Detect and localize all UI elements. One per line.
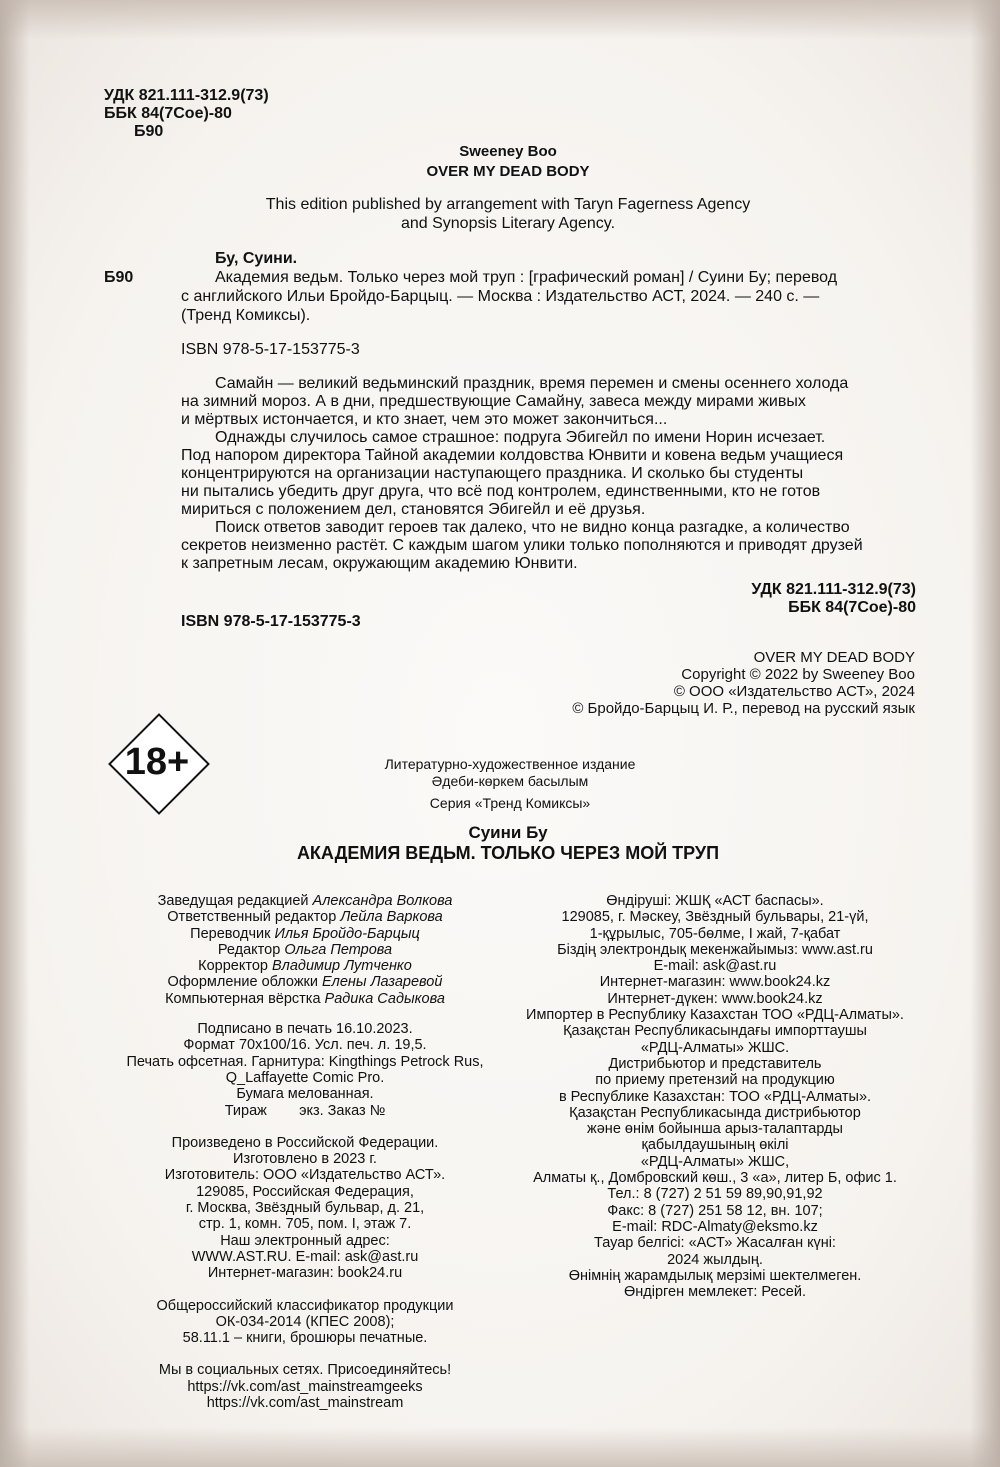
credit-row [100,991,510,1007]
kz-line: 2024 жылдың. [667,1251,763,1268]
annotation [181,375,916,573]
copyright-title: OVER MY DEAD BODY [753,649,915,666]
credits-list [100,893,510,1007]
edition-info [310,756,710,812]
kz-line: Алматы қ., Домбровский көш., 3 «а», литер Б, офис 1. [533,1170,897,1187]
print-line: Формат 70x100/16. Усл. печ. л. 19,5. [183,1037,427,1054]
annotation-line: Поиск ответов заводит героев так далеко, что не видно конца разгадке, а количество [215,519,850,536]
credit-role: Редактор [217,941,281,958]
kz-line: Өндірген мемлекет: Ресей. [624,1284,806,1301]
kz-line: Қазақстан Республикасында дистрибьютор [569,1104,861,1121]
age-rating-text: 18+ [124,741,190,783]
credit-row [100,958,510,974]
annotation-line: Самайн — великий ведьминский праздник, время перемен и смены осеннего холода [215,375,849,392]
kz-line: Тел.: 8 (727) 2 51 59 89,90,91,92 [607,1186,823,1203]
kz-line: Өнімнің жарамдылық мерзімі шектелмеген. [568,1267,862,1284]
credit-role: Заведущая редакцией [157,893,309,909]
print-line: Тираж экз. Заказ № [224,1102,386,1119]
production-line: Изготовитель: ООО «Издательство АСТ». [164,1167,446,1184]
credit-row [100,926,510,942]
social-line: Мы в социальных сетях. Присоединяйтесь! [158,1362,452,1379]
kz-line: по приему претензий на продукцию [595,1072,835,1089]
index-block [700,581,916,617]
credit-name: Елены Лазаревой [322,974,443,991]
credit-name: Ольга Петрова [284,941,393,958]
kz-line: Өндіруші: ЖШҚ «АСТ баспасы». [606,893,824,909]
kz-line: Тауар белгісі: «АСТ» Жасалған күні: [594,1235,836,1252]
credit-role: Корректор [198,958,268,975]
kz-line: 129085, г. Мәскеу, Звёздный бульвары, 21-үй, [561,909,869,926]
edition-series: Серия «Тренд Комиксы» [429,795,591,811]
catalog-line-3: (Тренд Комиксы). [181,307,311,324]
annotation-line: секретов неизменно растёт. С каждым шагом улики только пополняются и приводят друзей [181,537,863,554]
edition-title: АКАДЕМИЯ ВЕДЬМ. ТОЛЬКО ЧЕРЕЗ МОЙ ТРУП [296,843,720,863]
kz-line: «РДЦ-Алматы» ЖШС, [640,1153,790,1170]
kz-line: Дистрибьютор и представитель [608,1055,822,1072]
kz-line: E-mail: RDC-Almaty@eksmo.kz [612,1218,818,1235]
kz-line: 1-құрылыс, 705-бөлме, I жай, 7-қабат [589,925,841,942]
catalog-line-2: с английского Ильи Бройдо-Барцыц. — Москва : Издательство АСТ, 2024. — 240 с. — [181,288,820,305]
kz-line: в Республике Казахстан: ТОО «РДЦ-Алматы». [558,1088,872,1105]
index-isbn: ISBN 978-5-17-153775-3 [181,613,361,630]
edition-type-kz: Әдеби-көркем басылым [431,773,589,789]
kz-line: Біздің электрондық мекенжайымыз: www.ast.ru [557,941,873,958]
social-info [100,1362,510,1411]
kz-line: Интернет-дүкен: www.book24.kz [607,990,823,1007]
header-udk: УДК 821.111-312.9(73) [104,87,269,104]
catalog-code: Б90 [104,269,134,286]
production-line: стр. 1, комн. 705, пом. I, этаж 7. [198,1216,412,1233]
copyright-block [500,649,915,717]
production-line: 129085, Российская Федерация, [196,1183,414,1200]
credit-row [100,974,510,990]
edition-type-ru: Литературно-художественное издание [384,756,636,772]
classifier-info [100,1298,510,1347]
original-author: Sweeney Boo [459,143,557,160]
kz-line: Импортер в Республику Казахстан ТОО «РДЦ-Алматы». [526,1007,904,1024]
copyright-line-2: © ООО «Издательство АСТ», 2024 [673,683,915,700]
catalog-record [181,268,916,325]
catalog-line-1: Академия ведьм. Только через мой труп : [графический роман] / Суини Бу; перевод [215,269,838,286]
annotation-line: Под напором директора Тайной академии колдовства Юнвити и ковена ведьм учащиеся [181,447,844,464]
credit-name: Илья Бройдо-Барцыц [274,925,420,942]
index-bbk: ББК 84(7Сое)-80 [788,599,916,616]
credit-name: Радика Садыкова [324,990,445,1007]
original-edition [0,143,1000,180]
credit-row [100,942,510,958]
kz-line: Интернет-магазин: www.book24.kz [599,974,831,991]
age-rating-badge [107,712,207,812]
arrangement-line-2: and Synopsis Literary Agency. [400,215,616,232]
annotation-line: и мёртвых истончается, и кто знает, чем это может закончиться... [181,411,668,428]
print-line: Печать офсетная. Гарнитура: Kingthings Petrock Rus, [126,1053,484,1070]
classifier-line: 58.11.1 – книги, брошюры печатные. [182,1330,428,1347]
index-udk: УДК 821.111-312.9(73) [751,581,916,598]
annotation-line: концентрируются на организации наступающего праздника. И сколько бы студенты [181,465,804,482]
credit-role: Переводчик [190,925,271,942]
annotation-line: ни пытались убедить друг друга, что всё под контролем, единственными, кто не готов [181,483,821,500]
annotation-line: к запретным лесам, окружающим академию Юнвити. [181,555,578,572]
production-info [100,1135,510,1282]
credit-role: Компьютерная вёрстка [165,990,321,1007]
kz-line: қабылдаушының өкілі [641,1137,789,1154]
credit-name: Владимир Лутченко [272,958,412,975]
social-link[interactable]: https://vk.com/ast_mainstreamgeeks [187,1378,423,1395]
social-link[interactable]: https://vk.com/ast_mainstream [206,1395,404,1412]
kz-line: «РДЦ-Алматы» ЖШС. [640,1039,790,1056]
annotation-line: мириться с положением дел, становятся Эбигейл и её друзья. [181,501,646,518]
arrangement-line-1: This edition published by arrangement with Taryn Fagerness Agency [265,196,751,213]
credit-name: Лейла Варкова [340,909,443,926]
annotation-line: Однажды случилось самое страшное: подруга Эбигейл по имени Норин исчезает. [215,429,826,446]
header-code: Б90 [134,123,164,140]
left-column [100,893,510,1411]
print-info [100,1021,510,1119]
catalog-author-heading: Бу, Суини. [215,250,298,267]
classifier-line: ОК-034-2014 (КПЕС 2008); [215,1313,395,1330]
kz-line: және өнім бойынша арыз-талаптарды [587,1121,843,1138]
page-edge-bottom [0,1427,1000,1467]
classifier-line: Общероссийский классификатор продукции [156,1297,454,1314]
right-column [515,893,915,1300]
original-title: OVER MY DEAD BODY [426,163,590,180]
copyright-line-3: © Бройдо-Барцыц И. Р., перевод на русский язык [572,700,915,717]
print-line: Бумага мелованная. [236,1086,374,1103]
production-line: Произведено в Российской Федерации. [171,1134,439,1151]
catalog-isbn: ISBN 978-5-17-153775-3 [181,341,360,358]
header-bbk: ББК 84(7Сое)-80 [104,105,232,122]
credit-name: Александра Волкова [312,893,453,909]
arrangement-note [0,195,1000,233]
production-line: Интернет-магазин: book24.ru [207,1265,403,1282]
page-edge-top [0,0,1000,40]
production-line: г. Москва, Звёздный бульвар, д. 21, [185,1200,425,1217]
annotation-line: на зимний мороз. А в дни, предшествующие Самайну, завеса между мирами живых [181,393,806,410]
credit-role: Ответственный редактор [167,909,337,926]
production-line: Наш электронный адрес: [220,1232,390,1249]
credit-role: Оформление обложки [167,974,318,991]
kz-line: E-mail: ask@ast.ru [653,958,777,975]
header-classification [104,87,269,141]
credit-row [100,893,510,909]
edition-heading [0,822,1000,864]
print-line: Подписано в печать 16.10.2023. [197,1021,413,1038]
edition-author: Суини Бу [468,823,548,842]
kz-line: Қазақстан Республикасындағы импорттаушы [563,1023,867,1040]
print-line: Q_Laffayette Comic Pro. [225,1069,385,1086]
production-line: Изготовлено в 2023 г. [233,1151,377,1168]
copyright-line-1: Copyright © 2022 by Sweeney Boo [681,666,915,683]
credit-row [100,909,510,925]
kz-line: Факс: 8 (727) 251 58 12, вн. 107; [607,1202,823,1219]
production-line: WWW.AST.RU. E-mail: ask@ast.ru [191,1248,419,1265]
